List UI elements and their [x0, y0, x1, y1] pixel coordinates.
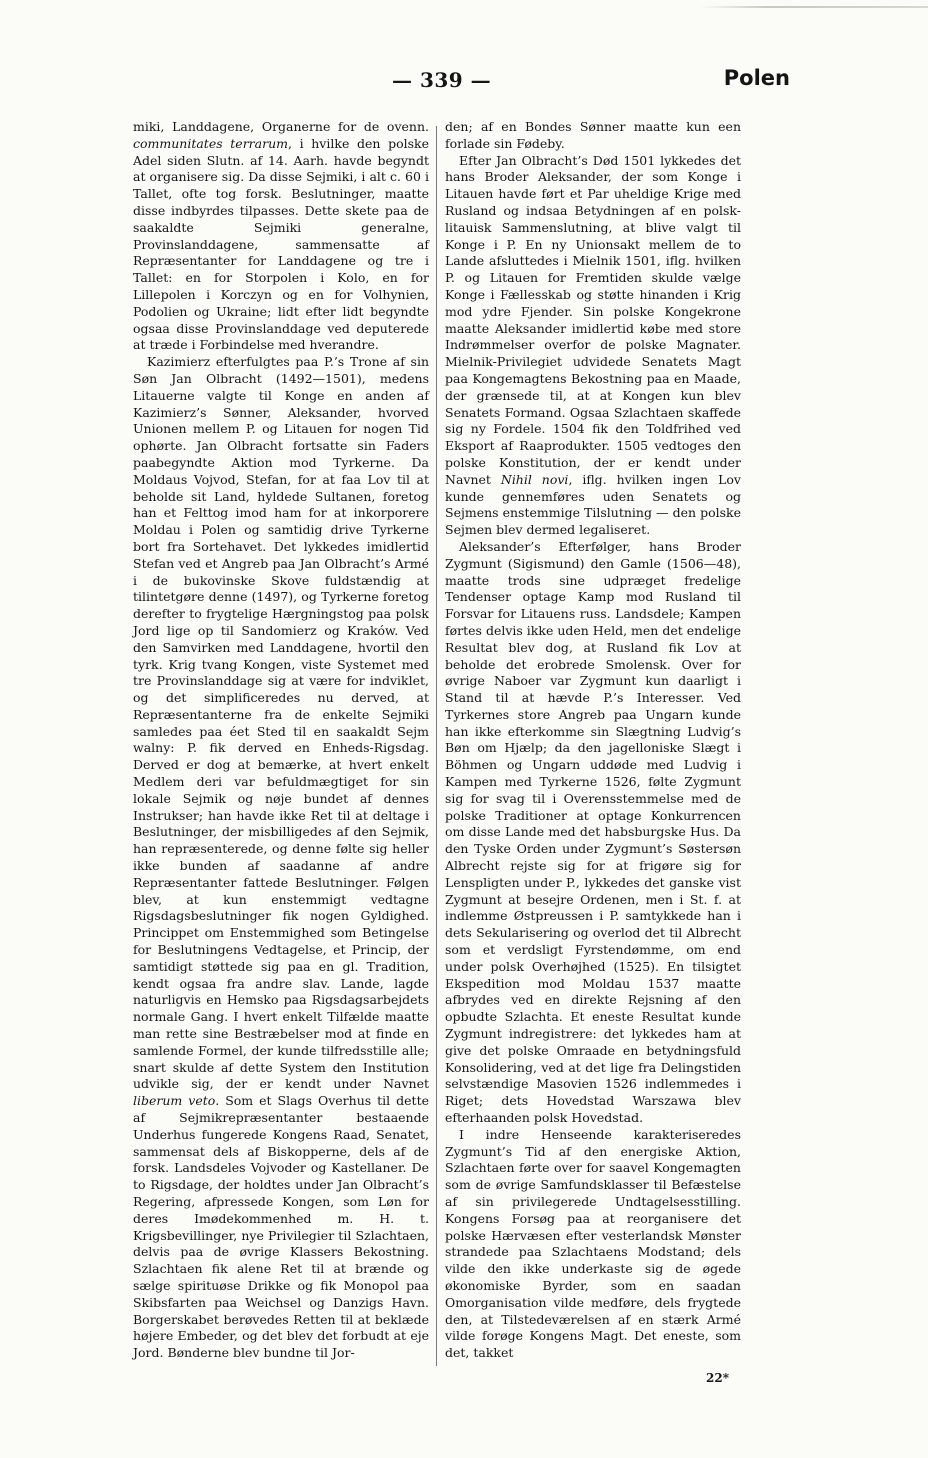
column-divider [436, 126, 437, 1366]
text-run: , i hvilke den polske Adel siden Slutn. af 14. Aarh. havde begyndt at organisere sig. Da disse Sejmiki, i alt c. 60 i Tallet, ofte tog forsk. Beslutninger, maatte disse indbyrdes tilpasses. Dette skete paa de saakaldte Sejmiki generalne, Provinslanddagene, sammensatte af Repræsentanter for Landdagene og tre i Tallet: en for Storpolen i Kolo, en for Lillepolen i Korczyn og en for Volhynien, Podolien og Ukraine; lidt efter lidt begyndte ogsaa disse Provinslanddage ved deputerede at træde i Forbindelse med hverandre. [133, 135, 429, 353]
running-head: Polen [723, 66, 790, 90]
right-column [445, 119, 741, 1362]
paragraph [445, 1127, 741, 1362]
italic-term: Nihil novi [500, 471, 569, 487]
italic-term: liberum veto [133, 1093, 216, 1109]
text-run: Aleksander’s Efterfølger, hans Broder Zygmunt (Sigismund) den Gamle (1506—48), maatte trods sine udpræget fredelige Tendenser optage Kamp mod Rusland til Forsvar for Litauens russ. Landsdele; Kampen førtes delvis ikke uden Held, men det endelige Resultat blev dog, at Rusland fik Lov at beholde det erobrede Smolensk. Over for øvrige Naboer var Zygmunt kun daarligt i Stand til at hævde P.’s Interesser. Ved Tyrkernes store Angreb paa Ungarn kunde han ikke efterkomme sin Slægtning Ludvig’s Bøn om Hjælp; da den jagelloniske Slægt i Böhmen og Ungarn uddøde med Ludvig i Kampen med Tyrkerne 1526, følte Zygmunt sig for svag til i Overensstemmelse med de polske Traditioner at optage Konkurrencen om disse Lande med det habsburgske Hus. Da den Tyske Orden under Zygmunt’s Søstersøn Albrecht rejste sig for at frigøre sig for Lenspligten under P., lykkedes det ganske vist Zygmunt at besejre Ordenen, men i St. f. at indlemme Østpreussen i P. samtykkede han i dets Sekularisering og overlod det til Albrecht som et verdsligt Fyrstendømme, om end under polsk Overhøjhed (1525). En tilsigtet Ekspedition mod Moldau 1537 maatte afbrydes ved en direkte Rejsning af den opbudte Szlachta. Et eneste Resultat kunde Zygmunt indregistrere: det lykkedes ham at give det polske Omraade en betydningsfuld Konsolidering, ved at det lige fra Delingstiden selvstændige Masovien 1526 indlemmedes i Riget; dets Hovedstad Warszawa blev efterhaanden polsk Hovedstad. [445, 538, 741, 1126]
text-run: . Som et Slags Overhus til dette af Sejmikrepræsentanter bestaaende Underhus fungerede Kongens Raad, Senatet, sammensat dels af Biskopperne, dels af de forsk. Landsdeles Vojvoder og Kastellaner. De to Rigsdage, der holdtes under Jan Olbracht’s Regering, afpressede Kongen, som Løn for deres Imødekommenhed m. H. t. Krigsbevillinger, nye Privilegier til Szlachtaen, delvis paa de øvrige Klassers Bekostning. Szlachtaen fik alene Ret til at brænde og sælge spirituøse Drikke og fik Monopol paa Skibsfarten paa Weichsel og Danzigs Havn. Borgerskabet berøvedes Retten til at beklæde højere Embeder, og det blev det forbudt at eje Jord. Bønderne blev bundne til Jor- [133, 1093, 429, 1361]
text-run: den; af en Bondes Sønner maatte kun een forlade sin Fødeby. [445, 119, 741, 151]
paragraph [445, 119, 741, 153]
paragraph [133, 354, 429, 1362]
page-number: — 339 — [392, 68, 492, 92]
left-column [133, 119, 429, 1362]
paragraph [445, 153, 741, 539]
page-header [130, 68, 794, 100]
text-run: , iflg. hvilken ingen Lov kunde gennemføres uden Senatets og Sejmens enstemmige Tilslutning — den polske Sejmen blev dermed legaliseret. [445, 471, 741, 538]
paragraph [445, 539, 741, 1127]
scan-edge-line [700, 6, 928, 8]
text-run: miki, Landdagene, Organerne for de ovenn. [133, 119, 429, 134]
paragraph [133, 119, 429, 354]
text-run: I indre Henseende karakteriseredes Zygmunt’s Tid af den energiske Aktion, Szlachtaen førte over for saavel Kongemagten som de øvrige Samfundsklasser til Befæstelse af sin privilegerede Undtagelsesstilling. Kongens Forsøg paa at reorganisere det polske Hærvæsen efter vesterlandsk Mønster strandede paa Szlachtaens Modstand; dels vilde den ikke underkaste sig de øgede økonomiske Byrder, som en saadan Omorganisation vilde medføre, dels frygtede den, at Tilstedeværelsen af en stærk Armé vilde forøge Kongens Magt. Det eneste, som det, takket [445, 1126, 741, 1361]
text-run: Kazimierz efterfulgtes paa P.’s Trone af sin Søn Jan Olbracht (1492—1501), medens Litauerne valgte til Konge en anden af Kazimierz’s Sønner, Aleksander, hvorved Unionen mellem P. og Litauen for nogen Tid ophørte. Jan Olbracht fortsatte sin Faders paabegyndte Aktion mod Tyrkerne. Da Moldaus Vojvod, Stefan, for at faa Lov til at beholde sit Land, hyldede Sultanen, foretog han et Felttog imod ham for at inkorporere Moldau i Polen og samtidig drive Tyrkerne bort fra Sortehavet. Det lykkedes imidlertid Stefan ved et Angreb paa Jan Olbracht’s Armé i de bukovinske Skove fuldstændig at tilintetgøre denne (1497), og Tyrkerne foretog derefter to frygtelige Hærgningstog paa polsk Jord lige op til Sandomierz og Kraków. Ved den Samvirken med Landdagene, hvortil den tyrk. Krig tvang Kongen, viste Systemet med tre Provinslanddage sig at være for indviklet, og det simplificeredes nu derved, at Repræsentanterne fra de enkelte Sejmiki samledes paa éet Sted til en saakaldt Sejm walny: P. fik derved en Enheds-Rigsdag. Derved er dog at bemærke, at hvert enkelt Medlem deri var befuldmægtiget for sin lokale Sejmik og nøje bundet af dennes Instrukser; han havde ikke Ret til at deltage i Beslutninger, der misbilligedes af den Sejmik, han repræsenterede, og denne følte sig heller ikke bunden af saadanne af andre Repræsentanter fattede Beslutninger. Følgen blev, at kun enstemmigt vedtagne Rigsdagsbeslutninger fik nogen Gyldighed. Princippet om Enstemmighed som Betingelse for Beslutningens Vedtagelse, et Princip, der samtidigt støttede sig paa en gl. Tradition, kendt ogsaa fra andre slav. Lande, lagde naturligvis en Hemsko paa Rigsdagsarbejdets normale Gang. I hvert enkelt Tilfælde maatte man rette sine Bestræbelser mod at finde en samlende Formel, der kunde tilfredsstille alle; snart skulde af dette System den Institution udvikle sig, der er kendt under Navnet [133, 354, 429, 1092]
italic-term: communitates terrarum [133, 135, 288, 151]
text-run: Efter Jan Olbracht’s Død 1501 lykkedes det hans Broder Aleksander, der som Konge i Litauen havde ført et Par uheldige Krige med Rusland og indsaa Betydningen af en polsk-litauisk Sammenslutning, at blive valgt til Konge i P. En ny Unionsakt mellem de to Lande afsluttedes i Mielnik 1501, iflg. hvilken P. og Litauen for Fremtiden skulde vælge Konge i Fællesskab og støtte hinanden i Krig mod ydre Fjender. Sin polske Kongekrone maatte Aleksander imidlertid købe med store Indrømmelser overfor de polske Magnater. Mielnik-Privilegiet udvidede Senatets Magt paa Kongemagtens Bekostning paa en Maade, der grænsede til, at at Kongen kun blev Senatets Formand. Ogsaa Szlachtaen skaffede sig ny Fordele. 1504 fik den Toldfrihed ved Eksport af Raaprodukter. 1505 vedtoges den polske Konstitution, der er kendt under Navnet [445, 152, 741, 487]
signature-mark: 22* [706, 1371, 729, 1385]
